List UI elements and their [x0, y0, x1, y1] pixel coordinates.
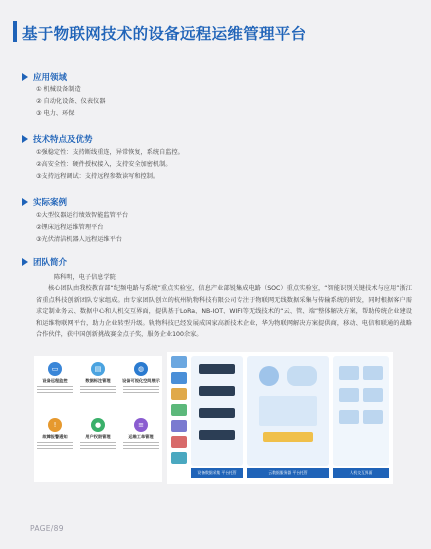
cases-list [36, 210, 128, 245]
triangle-bullet-icon [22, 135, 28, 143]
layer-label-device: 设备数据采集 平台托管 [191, 468, 243, 478]
feature-label: 数据标注管理 [85, 378, 111, 383]
gateway-device [199, 386, 235, 396]
triangle-bullet-icon [22, 258, 28, 266]
feature-caption-lines [80, 442, 116, 450]
layer-label-cloud: 云数据服务器 平台托管 [247, 468, 329, 478]
feature-caption-lines [37, 386, 73, 394]
page-title: 基于物联网技术的设备远程运维管理平台 [22, 25, 307, 43]
triangle-bullet-icon [22, 73, 28, 81]
list-item: ①大型仪器运行绩效智能监管平台 [36, 212, 129, 219]
page-number: PAGE/89 [30, 524, 64, 533]
screen-icon [339, 366, 359, 380]
team-description [36, 272, 412, 340]
section-heading-text: 应用领域 [33, 73, 68, 83]
device-tile [171, 356, 187, 368]
device-tile [171, 372, 187, 384]
feature-label: 用户权限管理 [85, 434, 111, 439]
feature-data-annotation [77, 362, 119, 394]
team-paragraph: 核心团队由我校教育部“纪频电路与系统”重点实验室，信息产业部锐集成电路（SOC）重点实验室，“智能识别关键技术与应用”浙江省重点科技创新团队专家组成。由专家团队创立的杭州轨物科技有限公司专注于物联网无线数据采集与传输系统的研发，同时根据客户需求定制业务云、数据中心和人机交互界面，提供基于LoRa、NB-IOT、WIFI等无线技术的“云、管、端”整体解决方案，帮助传统企业建设和运维物联网平台，助力企业转型升级。轨物科技已经发展成国家高新技术企业，华为物联网解决方案提供商，移动、电信和联通的战略合作伙伴，获中国创新挑战赛金点子奖，服务企业100余家。 [36, 285, 412, 339]
list-item: ③支持远程调试：支持远程参数读写和控制。 [36, 172, 160, 180]
screen-icon [363, 388, 383, 402]
feature-label: 设备远程监控 [42, 378, 68, 383]
list-item: ②锂床远程运维管理平台 [36, 223, 104, 231]
list-item: ③ 电力、环保 [36, 109, 75, 117]
features-list [36, 147, 184, 182]
chart-icon: ▤ [91, 362, 105, 376]
user-icon: ● [91, 418, 105, 432]
triangle-bullet-icon [22, 198, 28, 206]
section-heading-text: 实际案例 [33, 198, 68, 208]
cloud-icon [259, 366, 279, 386]
section-team-heading [22, 256, 67, 268]
monitor-icon: ▭ [48, 362, 62, 376]
section-heading-text: 团队简介 [33, 258, 68, 268]
globe-icon: ◍ [134, 362, 148, 376]
cloud-icon [287, 366, 317, 386]
feature-label: 运维工单管理 [128, 434, 154, 439]
feature-caption-lines [80, 386, 116, 394]
layer-label-hmi: 人机交互界面 [333, 468, 389, 478]
section-heading-text: 技术特点及优势 [33, 135, 93, 145]
team-person: 陈科明，电子信息学院 [54, 274, 116, 281]
list-item: ③光伏清洁机器人远程运维平台 [36, 235, 122, 243]
server-block [259, 396, 317, 426]
device-tile [171, 404, 187, 416]
section-cases-heading [22, 196, 67, 208]
feature-caption-lines [37, 442, 73, 450]
bell-icon: ! [48, 418, 62, 432]
feature-alarm [34, 418, 76, 450]
list-item: ②高安全性：硬件授权接入，支持安全加密机制。 [36, 160, 172, 168]
storage-icon [263, 432, 313, 442]
device-tile [171, 388, 187, 400]
screen-icon [363, 410, 383, 424]
feature-caption-lines [123, 442, 159, 450]
device-tile [171, 436, 187, 448]
gateway-device [199, 430, 235, 440]
list-item: ② 自动化设备、仪表仪器 [36, 97, 106, 105]
title-accent-bar [13, 21, 17, 42]
list-item: ① 机械设备制造 [36, 86, 81, 93]
list-item: ①强稳定性：支持断线重连，异常恢复，系统自监控。 [36, 149, 184, 156]
device-tile [171, 452, 187, 464]
feature-work-orders [120, 418, 162, 450]
application-list [36, 84, 105, 119]
feature-label: 故障报警通知 [42, 434, 68, 439]
screen-icon [339, 410, 359, 424]
feature-icons-figure [34, 356, 162, 482]
screen-icon [363, 366, 383, 380]
feature-label: 设备可视化空间展示 [122, 378, 160, 383]
gateway-device [199, 364, 235, 374]
section-application-heading [22, 71, 67, 83]
doc-icon: ≡ [134, 418, 148, 432]
feature-visual-display [120, 362, 162, 394]
feature-user-permissions [77, 418, 119, 450]
device-tile [171, 420, 187, 432]
section-features-heading [22, 133, 93, 145]
architecture-diagram [167, 352, 393, 484]
feature-caption-lines [123, 386, 159, 394]
feature-remote-monitoring [34, 362, 76, 394]
screen-icon [339, 388, 359, 402]
gateway-device [199, 408, 235, 418]
